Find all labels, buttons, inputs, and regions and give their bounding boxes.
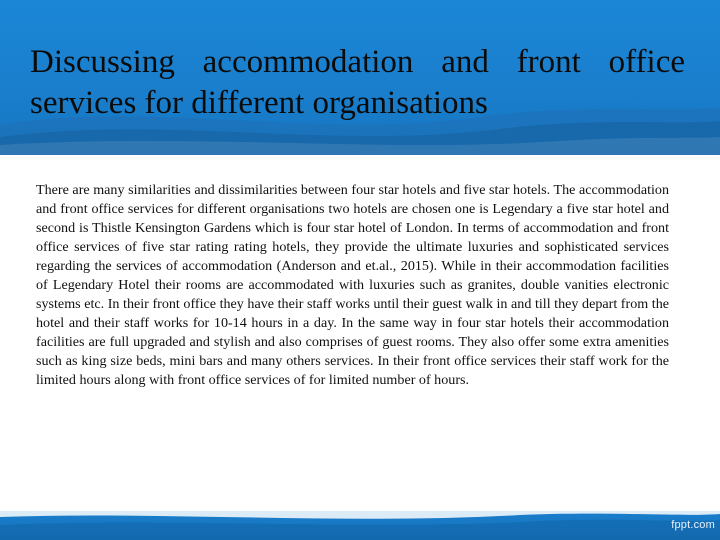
footer-wave-decoration (0, 511, 720, 540)
fppt-brand-watermark: fppt.com (671, 519, 715, 531)
title-banner (0, 0, 720, 155)
slide-title: Discussing accommodation and front office services for different organisations (30, 44, 685, 121)
footer-banner (0, 511, 720, 540)
slide-body-text: There are many similarities and dissimilarities between four star hotels and five star hotels. The accommodation and front office services for different organisations two hotels are chosen one is Legendary a five star hotel and second is Thistle Kensington Gardens which is four star hotel of London. In terms of accommodation and front office services of five star rating rating hotels, they provide the ultimate luxuries and sophisticated services regarding the services of accommodation (Anderson and et.al., 2015). While in their accommodation facilities of Legendary Hotel their rooms are accommodated with luxuries such as granites, double vanities electronic systems etc. In their front office they have their staff works until their guest walk in and till they depart from the hotel and their staff works for 10-14 hours in a day. In the same way in four star hotels their accommodation facilities are full upgraded and stylish and also comprises of guest rooms. They also offer some extra amenities such as king size beds, mini bars and many others services. In their front office services their staff work for the limited hours along with front office services of for limited number of hours. (36, 182, 669, 388)
